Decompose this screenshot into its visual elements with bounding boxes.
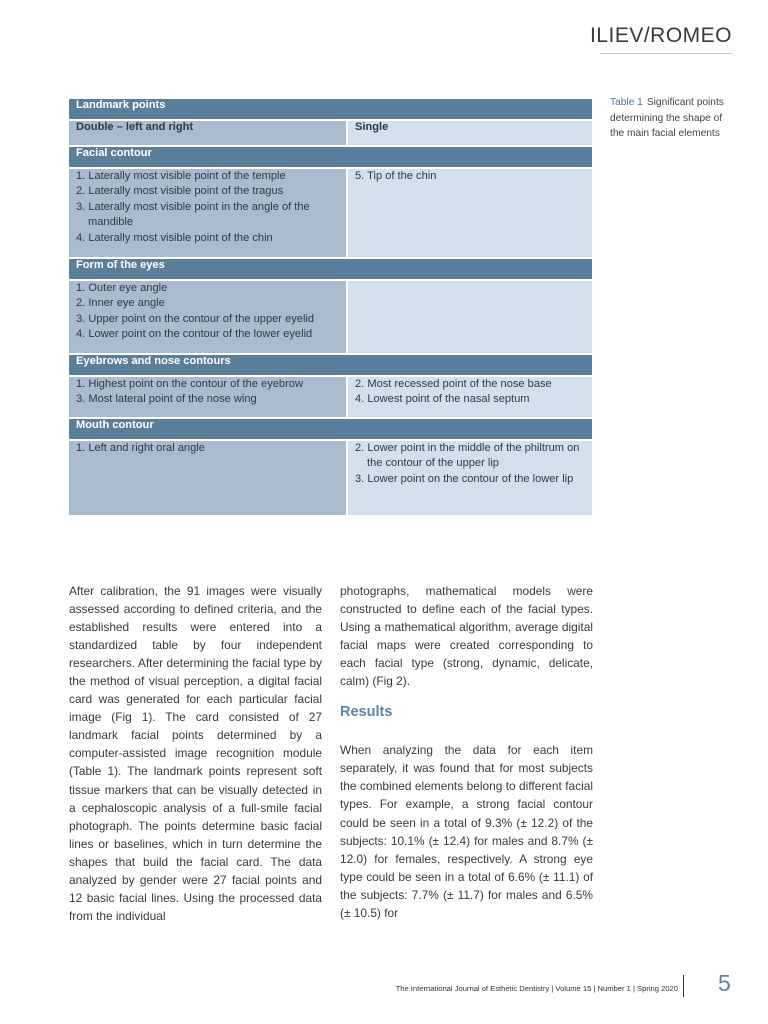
list-item: 5. Tip of the chin	[355, 170, 437, 182]
page-number: 5	[718, 970, 731, 996]
column-header-double: Double – left and right	[69, 120, 347, 146]
list-item: 1. Outer eye angle	[76, 282, 168, 294]
list-item: 1. Laterally most visible point of the temple	[76, 170, 286, 182]
list-item: 3. Upper point on the contour of the upper eyelid	[76, 312, 315, 325]
section-right-cell	[347, 376, 592, 418]
section-title: Form of the eyes	[69, 258, 592, 280]
results-heading: Results	[340, 704, 393, 721]
section-left-cell	[69, 376, 347, 418]
body-paragraph: After calibration, the 91 images were visually assessed according to defined criteria, and the established results were entered into a standardized table by four independent researchers. After determining the facial type by the method of visual perception, a digital facial card was generated for each particular facial image (Fig 1). The card consisted of 27 landmark facial points determined by a computer-assisted image recognition module (Table 1). The landmark points represent soft tissue markers that can be visually detected in a cephaloscopic analysis of a full-smile facial photograph. The points determine basic facial lines or baselines, which in turn determine the shapes that build the facial card. The data analyzed by gender were 27 facial points and 12 basic facial lines. Using the processed data from the individual	[69, 584, 322, 923]
footer-divider	[683, 975, 684, 997]
body-column-left	[69, 582, 322, 925]
section-left-cell	[69, 280, 347, 354]
list-item: 3. Most lateral point of the nose wing	[76, 393, 257, 406]
list-item: 2. Lower point in the middle of the philtrum on the contour of the upper lip	[355, 442, 580, 470]
running-head-rule	[600, 53, 732, 54]
table-header: Landmark points	[69, 99, 592, 120]
running-head: ILIEV/ROMEO	[589, 24, 732, 47]
list-item: 1. Left and right oral angle	[76, 442, 205, 454]
list-item: 2. Inner eye angle	[76, 297, 165, 310]
table-caption-text: Significant points determining the shape of the main facial elements	[610, 97, 724, 140]
list-item: 2. Laterally most visible point of the tragus	[76, 185, 284, 198]
list-item: 1. Highest point on the contour of the eyebrow	[76, 378, 303, 390]
section-title: Eyebrows and nose contours	[69, 354, 592, 376]
section-left-cell	[69, 440, 347, 516]
column-header-single: Single	[347, 120, 592, 146]
body-column-right	[340, 582, 593, 922]
section-right-cell	[347, 168, 592, 258]
list-item: 4. Laterally most visible point of the chin	[76, 231, 273, 244]
landmark-points-table	[69, 99, 592, 517]
list-item: 2. Most recessed point of the nose base	[355, 378, 552, 390]
section-right-cell	[347, 440, 592, 516]
section-title: Mouth contour	[69, 418, 592, 440]
list-item: 4. Lowest point of the nasal septum	[355, 393, 530, 406]
body-paragraph-continued: photographs, mathematical models were constructed to define each of the facial types. Using a mathematical algorithm, average digital facial maps were created corresponding to each facial type (strong, dynamic, delicate, calm) (Fig 2).	[340, 584, 593, 689]
table-caption-label: Table 1	[610, 97, 643, 108]
list-item: 4. Lower point on the contour of the lower eyelid	[76, 328, 313, 341]
list-item: 3. Lower point on the contour of the lower lip	[355, 472, 574, 485]
table-caption	[610, 95, 730, 142]
section-title: Facial contour	[69, 146, 592, 168]
list-item: 3. Laterally most visible point in the angle of the mandible	[76, 200, 310, 229]
section-right-cell	[347, 280, 592, 354]
section-left-cell	[69, 168, 347, 258]
journal-footer: The International Journal of Esthetic Dentistry | Volume 15 | Number 1 | Spring 2020	[395, 984, 678, 993]
results-paragraph: When analyzing the data for each item separately, it was found that for most subjects the combined elements belong to different facial types. For example, a strong facial contour could be seen in a total of 9.3% (± 12.2) of the subjects: 10.1% (± 12.4) for males and 8.7% (± 12.0) for females, respectively. A strong eye type could be seen in a total of 6.6% (± 11.1) of the subjects: 7.7% (± 11.7) for males and 6.5% (± 10.5) for	[340, 743, 593, 920]
